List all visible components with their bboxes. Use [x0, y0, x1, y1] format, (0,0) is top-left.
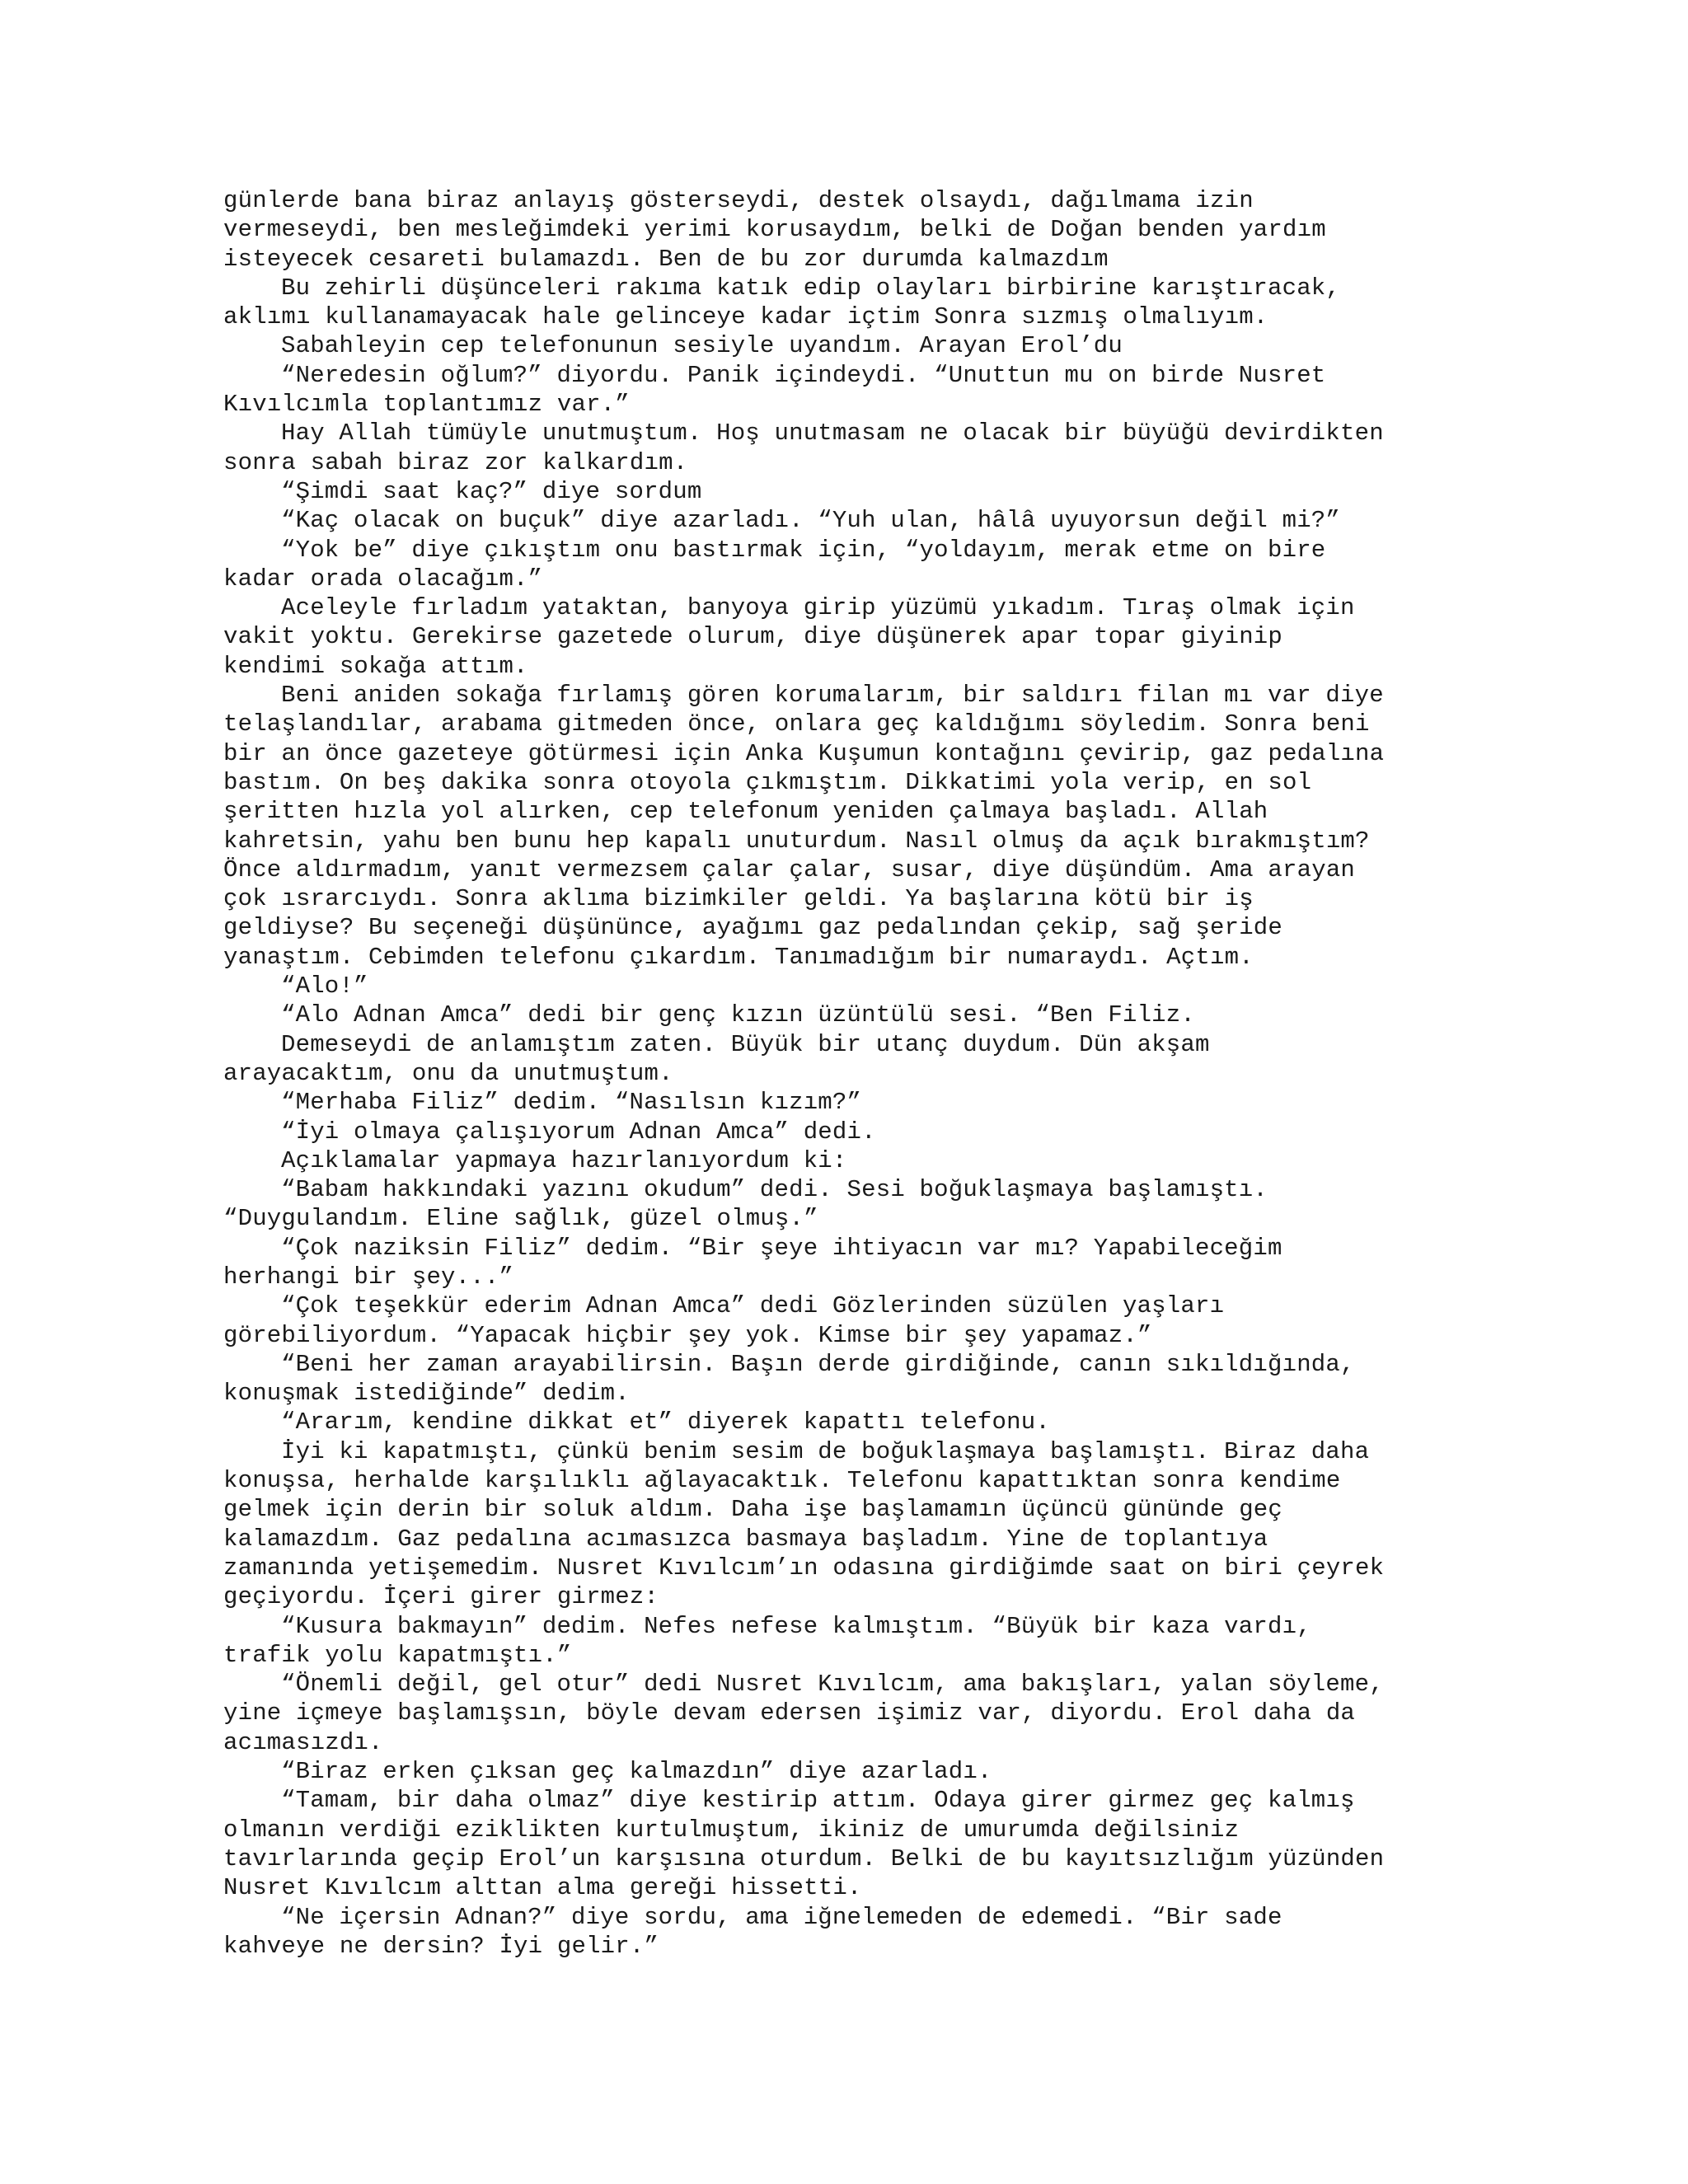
text-line: görebiliyordum. “Yapacak hiçbir şey yok. Kimse bir şey yapamaz.” — [223, 1321, 1152, 1349]
paragraph-first-line: “Merhaba Filiz” dedim. “Nasılsın kızım?” — [281, 1089, 862, 1117]
text-line: Kıvılcımla toplantımız var.” — [223, 391, 630, 419]
text-line: vermeseydi, ben mesleğimdeki yerimi korusaydım, belki de Doğan benden yardım — [223, 216, 1326, 244]
text-line: telaşlandılar, arabama gitmeden önce, onlara geç kaldığımı söyledim. Sonra beni — [223, 710, 1370, 738]
text-line: kadar orada olacağım.” — [223, 565, 543, 593]
text-line: herhangi bir şey...” — [223, 1263, 514, 1291]
text-line: şeritten hızla yol alırken, cep telefonum yeniden çalmaya başladı. Allah — [223, 798, 1268, 826]
paragraph-first-line: Sabahleyin cep telefonunun sesiyle uyandım. Arayan Erol’du — [281, 332, 1123, 360]
text-line: tavırlarında geçip Erol’un karşısına oturdum. Belki de bu kayıtsızlığım yüzünden — [223, 1844, 1385, 1872]
paragraph-first-line: “Çok naziksin Filiz” dedim. “Bir şeye ihtiyacın var mı? Yapabileceğim — [281, 1234, 1282, 1262]
text-line: gelmek için derin bir soluk aldım. Daha işe başlamamın üçüncü gününde geç — [223, 1496, 1283, 1524]
document-body-text — [223, 186, 1476, 1961]
paragraph-first-line: “Ararım, kendine dikkat et” diyerek kapattı telefonu. — [281, 1408, 1050, 1436]
text-line: konuşsa, herhalde karşılıklı ağlayacaktık. Telefonu kapattıktan sonra kendime — [223, 1467, 1341, 1495]
paragraph-first-line: “Ne içersin Adnan?” diye sordu, ama iğnelemeden de edemedi. “Bir sade — [281, 1903, 1282, 1931]
text-line: acımasızdı. — [223, 1728, 383, 1756]
paragraph-first-line: “Biraz erken çıksan geç kalmazdın” diye azarladı. — [281, 1758, 992, 1786]
text-line: “Duygulandım. Eline sağlık, güzel olmuş.” — [223, 1205, 818, 1233]
text-line: Nusret Kıvılcım alttan alma gereği hissetti. — [223, 1874, 862, 1902]
text-line: vakit yoktu. Gerekirse gazetede olurum, diye düşünerek apar topar giyinip — [223, 623, 1283, 651]
paragraph-first-line: İyi ki kapatmıştı, çünkü benim sesim de boğuklaşmaya başlamıştı. Biraz daha — [281, 1437, 1370, 1465]
text-line: olmanın verdiği eziklikten kurtulmuştum, ikiniz de umurumda değilsiniz — [223, 1816, 1240, 1844]
paragraph-first-line: “Şimdi saat kaç?” diye sordum — [281, 477, 702, 505]
text-line: Önce aldırmadım, yanıt vermezsem çalar çalar, susar, diye düşündüm. Ama arayan — [223, 855, 1356, 883]
text-line: aklımı kullanamayacak hale gelinceye kadar içtim Sonra sızmış olmalıyım. — [223, 303, 1268, 331]
paragraph-first-line: Hay Allah tümüyle unutmuştum. Hoş unutmasam ne olacak bir büyüğü devirdikten — [281, 419, 1384, 448]
paragraph-first-line: “Babam hakkındaki yazını okudum” dedi. Sesi boğuklaşmaya başlamıştı. — [281, 1176, 1268, 1204]
paragraph-first-line: “Önemli değil, gel otur” dedi Nusret Kıvılcım, ama bakışları, yalan söyleme, — [281, 1671, 1384, 1699]
text-line: arayacaktım, onu da unutmuştum. — [223, 1059, 673, 1087]
text-line: geldiyse? Bu seçeneği düşününce, ayağımı gaz pedalından çekip, sağ şeride — [223, 914, 1283, 942]
text-line: geçiyordu. İçeri girer girmez: — [223, 1583, 659, 1611]
paragraph-first-line: “Alo Adnan Amca” dedi bir genç kızın üzüntülü sesi. “Ben Filiz. — [281, 1001, 1195, 1029]
paragraph-first-line: “Neredesin oğlum?” diyordu. Panik içindeydi. “Unuttun mu on birde Nusret — [281, 361, 1326, 389]
text-line: konuşmak istediğinde” dedim. — [223, 1380, 630, 1408]
text-line: zamanında yetişemedim. Nusret Kıvılcım’ın odasına girdiğimde saat on biri çeyrek — [223, 1554, 1385, 1582]
text-line: sonra sabah biraz zor kalkardım. — [223, 448, 688, 476]
paragraph-first-line: Açıklamalar yapmaya hazırlanıyordum ki: — [281, 1146, 847, 1174]
text-line: bastım. On beş dakika sonra otoyola çıkmıştım. Dikkatimi yola verip, en sol — [223, 768, 1312, 796]
text-line: kahveye ne dersin? İyi gelir.” — [223, 1932, 659, 1960]
paragraph-first-line: Demeseydi de anlamıştım zaten. Büyük bir utanç duydum. Dün akşam — [281, 1030, 1210, 1058]
paragraph-first-line: “Kusura bakmayın” dedim. Nefes nefese kalmıştım. “Büyük bir kaza vardı, — [281, 1612, 1311, 1640]
text-line: günlerde bana biraz anlayış gösterseydi, destek olsaydı, dağılmama izin — [223, 187, 1254, 214]
paragraph-first-line: “Yok be” diye çıkıştım onu bastırmak için, “yoldayım, merak etme on bire — [281, 536, 1326, 564]
paragraph-first-line: “Beni her zaman arayabilirsin. Başın derde girdiğinde, canın sıkıldığında, — [281, 1350, 1355, 1378]
paragraph-first-line: Aceleyle fırladım yataktan, banyoya girip yüzümü yıkadım. Tıraş olmak için — [281, 594, 1355, 622]
paragraph-first-line: Beni aniden sokağa fırlamış gören korumalarım, bir saldırı filan mı var diye — [281, 682, 1384, 710]
text-line: bir an önce gazeteye götürmesi için Anka Kuşumun kontağını çevirip, gaz pedalına — [223, 739, 1385, 767]
paragraph-first-line: “Çok teşekkür ederim Adnan Amca” dedi Gözlerinden süzülen yaşları — [281, 1292, 1225, 1320]
text-line: kahretsin, yahu ben bunu hep kapalı unuturdum. Nasıl olmuş da açık bırakmıştım? — [223, 827, 1370, 855]
text-line: yine içmeye başlamışsın, böyle devam edersen işimiz var, diyordu. Erol daha da — [223, 1699, 1356, 1727]
text-line: yanaştım. Cebimden telefonu çıkardım. Tanımadığım bir numaraydı. Açtım. — [223, 943, 1254, 971]
paragraph-first-line: “Alo!” — [281, 972, 368, 1001]
text-line: trafik yolu kapatmıştı.” — [223, 1641, 572, 1669]
paragraph-first-line: “Kaç olacak on buçuk” diye azarladı. “Yuh ulan, hâlâ uyuyorsun değil mi?” — [281, 507, 1341, 535]
text-line: çok ısrarcıydı. Sonra aklıma bizimkiler geldi. Ya başlarına kötü bir iş — [223, 885, 1254, 913]
paragraph-first-line: “Tamam, bir daha olmaz” diye kestirip attım. Odaya girer girmez geç kalmış — [281, 1787, 1355, 1815]
paragraph-first-line: “İyi olmaya çalışıyorum Adnan Amca” dedi. — [281, 1118, 876, 1146]
text-line: kalamazdım. Gaz pedalına acımasızca basmaya başladım. Yine de toplantıya — [223, 1525, 1268, 1553]
paragraph-first-line: Bu zehirli düşünceleri rakıma katık edip olayları birbirine karıştıracak, — [281, 274, 1341, 302]
text-line: isteyecek cesareti bulamazdı. Ben de bu zor durumda kalmazdım — [223, 245, 1109, 273]
text-line: kendimi sokağa attım. — [223, 652, 528, 680]
